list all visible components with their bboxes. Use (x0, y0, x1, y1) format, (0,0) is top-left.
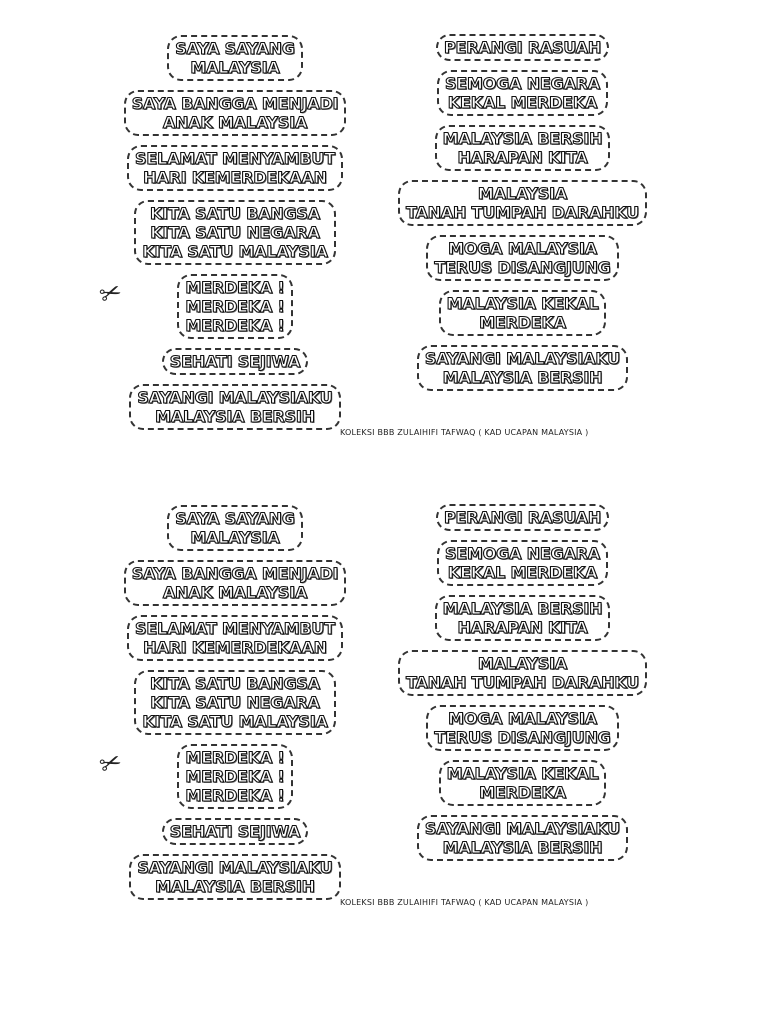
sticker-text: SEHATI SEJIWA (169, 352, 301, 371)
sticker (436, 504, 609, 531)
sticker-text: MALAYSIA (190, 58, 280, 77)
sticker-sheet-bottom (95, 495, 685, 945)
sticker-text: KITA SATU BANGSA (150, 204, 320, 223)
sticker-text: SEHATI SEJIWA (169, 822, 301, 841)
sticker-text: KITA SATU MALAYSIA (142, 242, 328, 261)
sticker-text: MALAYSIA (477, 654, 568, 673)
sticker-text: ANAK MALAYSIA (162, 583, 308, 602)
sticker-text: SAYANGI MALAYSIAKU (137, 858, 333, 877)
sticker-text: SELAMAT MENYAMBUT (135, 149, 335, 168)
sticker (177, 744, 292, 809)
sticker-text: MERDEKA ! (185, 786, 285, 805)
sticker (167, 35, 303, 81)
sticker-text: MERDEKA ! (185, 767, 285, 786)
sticker-text: SAYANGI MALAYSIAKU (424, 349, 621, 368)
sticker (129, 384, 340, 430)
sticker (439, 760, 607, 806)
sticker-text: KITA SATU NEGARA (150, 693, 320, 712)
sticker-text: MERDEKA ! (185, 748, 285, 767)
sticker-text: MALAYSIA BERSIH (155, 877, 315, 896)
sticker-text: HARAPAN KITA (457, 148, 588, 167)
sticker (437, 70, 608, 116)
sticker-text: SAYA BANGGA MENJADI (131, 94, 339, 113)
sticker-text: PERANGI RASUAH (443, 508, 602, 527)
sticker (417, 345, 628, 391)
sticker-text: KITA SATU BANGSA (150, 674, 320, 693)
sticker-text: MERDEKA ! (185, 278, 285, 297)
sticker (439, 290, 607, 336)
sticker-text: MERDEKA (479, 313, 566, 332)
sticker-text: MERDEKA ! (185, 297, 285, 316)
sticker (426, 705, 618, 751)
sticker-text: HARI KEMERDEKAAN (143, 638, 327, 657)
sticker-text: MERDEKA ! (185, 316, 285, 335)
sticker (134, 670, 335, 735)
sticker (436, 34, 609, 61)
sticker (129, 854, 340, 900)
sticker-text: KEKAL MERDEKA (447, 93, 598, 112)
sticker-text: MALAYSIA BERSIH (442, 838, 603, 857)
sticker-text: HARAPAN KITA (457, 618, 588, 637)
sticker-text: SAYANGI MALAYSIAKU (424, 819, 621, 838)
sticker-text: MOGA MALAYSIA (448, 709, 597, 728)
sticker (127, 145, 343, 191)
sticker-text: SAYANGI MALAYSIAKU (137, 388, 333, 407)
sticker-text: TANAH TUMPAH DARAHKU (405, 203, 640, 222)
sticker-text: MALAYSIA KEKAL (446, 764, 599, 783)
sticker-text: TANAH TUMPAH DARAHKU (405, 673, 640, 692)
sticker (162, 818, 309, 845)
sticker-text: TERUS DISANGJUNG (434, 258, 611, 277)
sticker-text: MALAYSIA BERSIH (155, 407, 315, 426)
sticker-text: KITA SATU MALAYSIA (142, 712, 328, 731)
sticker (162, 348, 309, 375)
sticker-sheet-top (95, 25, 685, 475)
sticker (437, 540, 608, 586)
footer-credit: KOLEKSI BBB ZULAIHIFI TAFWAQ ( KAD UCAPAN MALAYSIA ) (340, 898, 589, 907)
sticker-text: SELAMAT MENYAMBUT (135, 619, 335, 638)
sticker-text: PERANGI RASUAH (443, 38, 602, 57)
sticker (127, 615, 343, 661)
sticker-text: MALAYSIA KEKAL (446, 294, 599, 313)
sticker-text: KEKAL MERDEKA (447, 563, 598, 582)
sticker-text: SEMOGA NEGARA (444, 74, 600, 93)
sticker (177, 274, 292, 339)
sticker-text: SAYA BANGGA MENJADI (131, 564, 339, 583)
sticker-text: MALAYSIA BERSIH (442, 368, 603, 387)
sticker-text: MALAYSIA BERSIH (442, 129, 603, 148)
sticker-text: ANAK MALAYSIA (162, 113, 308, 132)
sticker (435, 125, 611, 171)
sticker (134, 200, 335, 265)
sticker-text: MALAYSIA (477, 184, 568, 203)
sticker-text: SEMOGA NEGARA (444, 544, 600, 563)
left-sticker-column (125, 25, 345, 439)
sticker-text: MERDEKA (479, 783, 566, 802)
sticker (398, 650, 647, 696)
right-sticker-column (400, 25, 645, 400)
scissors-icon: ✂ (95, 276, 127, 312)
sticker-text: MALAYSIA (190, 528, 280, 547)
right-sticker-column (400, 495, 645, 870)
sticker (435, 595, 611, 641)
sticker-text: SAYA SAYANG (175, 509, 295, 528)
scissors-icon: ✂ (95, 746, 127, 782)
sticker (398, 180, 647, 226)
sticker-text: KITA SATU NEGARA (150, 223, 320, 242)
sticker (124, 560, 347, 606)
sticker (426, 235, 618, 281)
left-sticker-column (125, 495, 345, 909)
sticker (417, 815, 628, 861)
sticker-text: MOGA MALAYSIA (448, 239, 597, 258)
sticker-text: HARI KEMERDEKAAN (143, 168, 327, 187)
sticker-text: SAYA SAYANG (175, 39, 295, 58)
sticker-text: MALAYSIA BERSIH (442, 599, 603, 618)
sticker-text: TERUS DISANGJUNG (434, 728, 611, 747)
footer-credit: KOLEKSI BBB ZULAIHIFI TAFWAQ ( KAD UCAPAN MALAYSIA ) (340, 428, 589, 437)
sticker (167, 505, 303, 551)
sticker (124, 90, 347, 136)
